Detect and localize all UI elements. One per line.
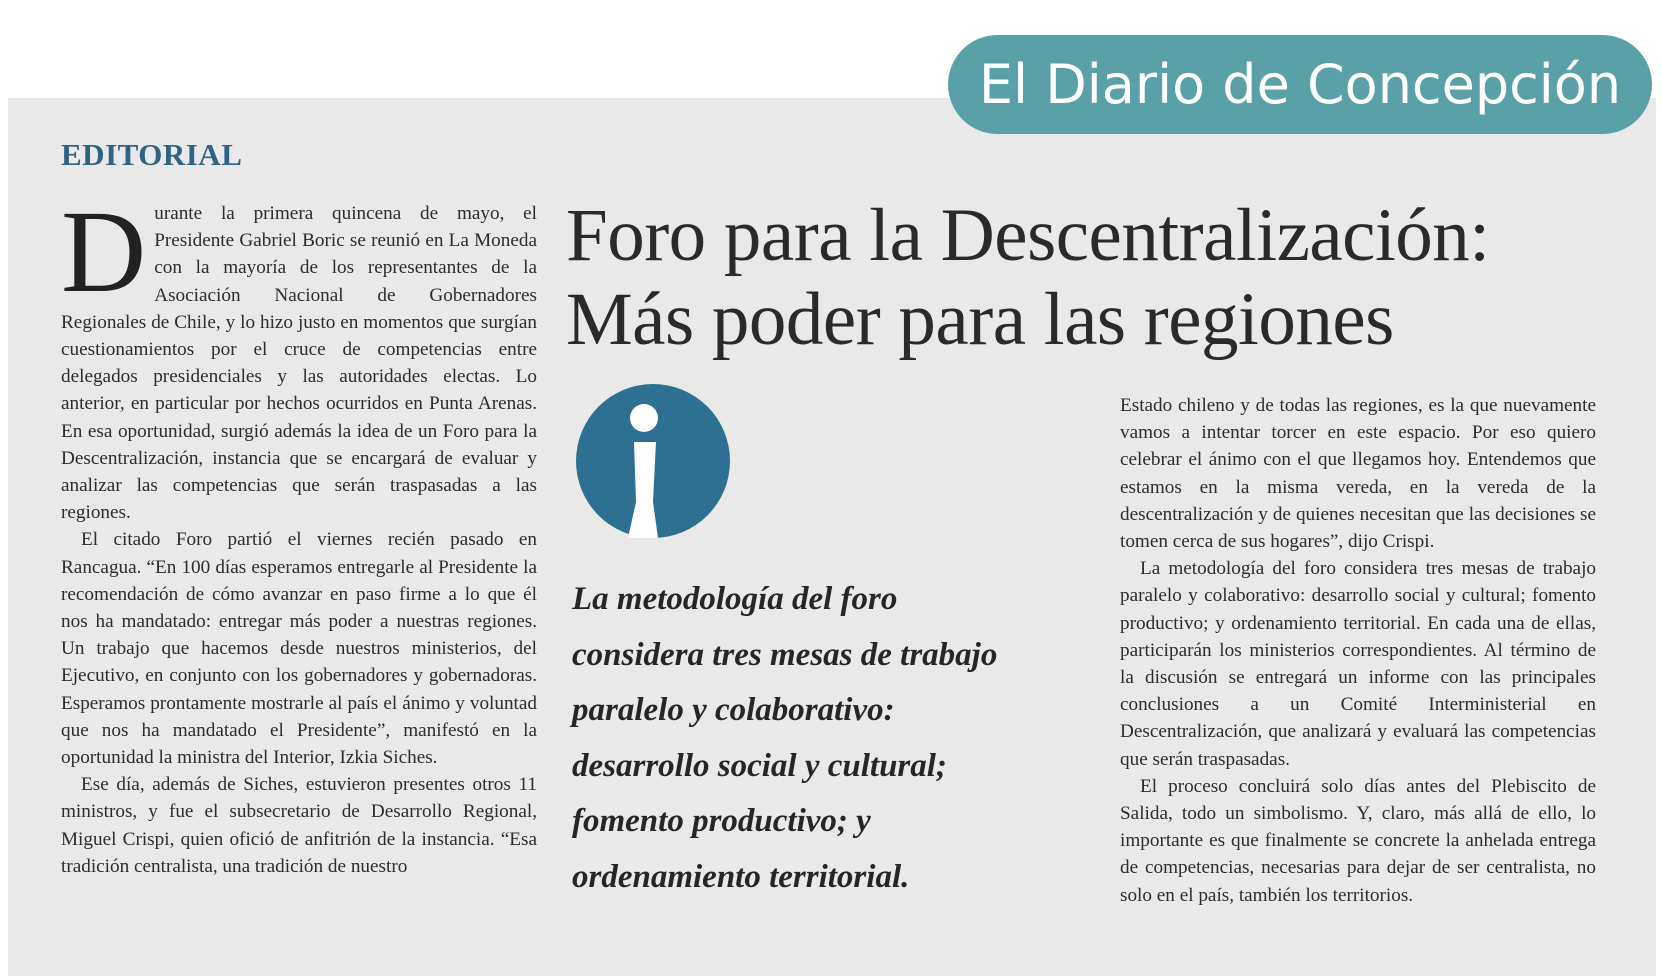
pull-quote-line: desarrollo social y cultural;: [572, 747, 947, 784]
headline-line-1: Foro para la Descentralización:: [566, 194, 1490, 277]
paragraph-4: Estado chileno y de todas las regiones, es la que nuevamente vamos a intentar torcer en este espacio. Por eso quiero celebrar el ánimo con el que llegamos hoy. Entendemos que estamos en la misma vereda, en la vereda de la descentralización y de quienes necesitan que las decisiones se tomen cerca de sus hogares”, dijo Crispi.: [1120, 395, 1596, 553]
pull-quote: [572, 572, 1092, 905]
pull-quote-line: paralelo y colaborativo:: [572, 692, 895, 728]
info-icon: [576, 384, 730, 538]
pull-quote-line: considera tres mesas de trabajo: [572, 636, 998, 673]
brand-badge: [948, 35, 1652, 134]
left-column: [61, 186, 537, 880]
right-column: [1120, 392, 1596, 909]
paragraph-1-text: urante la primera quincena de mayo, el Presidente Gabriel Boric se reunió en La Moneda con la mayoría de los representantes de la Asociación Nacional de Gobernadores Regionales de Chile, y lo hizo justo en momentos que surgían cuestionamientos por el cruce de competencias entre delegados presidenciales y las autoridades electas. Lo anterior, en particular por hechos ocurridos en Punta Arenas. En esa oportunidad, surgió además la idea de un Foro para la Descentralización, instancia que se encargará de evaluar y analizar las competencias que serán traspasadas a las regiones.: [61, 203, 537, 524]
brand-name: El Diario de Concepción: [978, 53, 1622, 116]
paragraph-1: [61, 186, 537, 526]
paragraph-6: El proceso concluirá solo días antes del Plebiscito de Salida, todo un simbolismo. Y, claro, más allá de ello, lo importante es que finalmente se concrete la anhelada entrega de competencias, necesarias para dejar de ser centralista, no solo en el país, también los territorios.: [1120, 775, 1596, 906]
headline: [566, 194, 1566, 362]
headline-line-2: Más poder para las regiones: [566, 278, 1394, 361]
paragraph-5: La metodología del foro considera tres mesas de trabajo paralelo y colaborativo: desarrollo social y cultural; fomento productivo; y ordenamiento territorial. En cada una de ellas, participarán los ministerios correspondientes. Al término de la discusión se entregará un informe con las principales conclusiones a un Comité Interministerial en Descentralización, que analizará y evaluará las competencias que serán traspasadas.: [1120, 558, 1596, 770]
pull-quote-line: ordenamiento territorial.: [572, 858, 910, 895]
section-label: EDITORIAL: [61, 137, 243, 172]
paragraph-2: El citado Foro partió el viernes recién pasado en Rancagua. “En 100 días esperamos entregarle al Presidente la recomendación de cómo avanzar en paso firme a lo que él nos ha mandatado: entregar más poder a nuestras regiones. Un trabajo que hacemos desde nuestros ministerios, del Ejecutivo, en conjunto con los gobernadores y gobernadoras. Esperamos prontamente mostrarle al país el ánimo y voluntad que nos ha mandatado el Presidente”, manifestó en la oportunidad la ministra del Interior, Izkia Siches.: [61, 529, 537, 769]
pull-quote-line: fomento productivo; y: [572, 803, 871, 839]
drop-cap: D: [61, 186, 147, 317]
pull-quote-line: La metodología del foro: [572, 581, 898, 617]
paragraph-3: Ese día, además de Siches, estuvieron presentes otros 11 ministros, y fue el subsecretario de Desarrollo Regional, Miguel Crispi, quien ofició de anfitrión de la instancia. “Esa tradición centralista, una tradición de nuestro: [61, 774, 537, 877]
